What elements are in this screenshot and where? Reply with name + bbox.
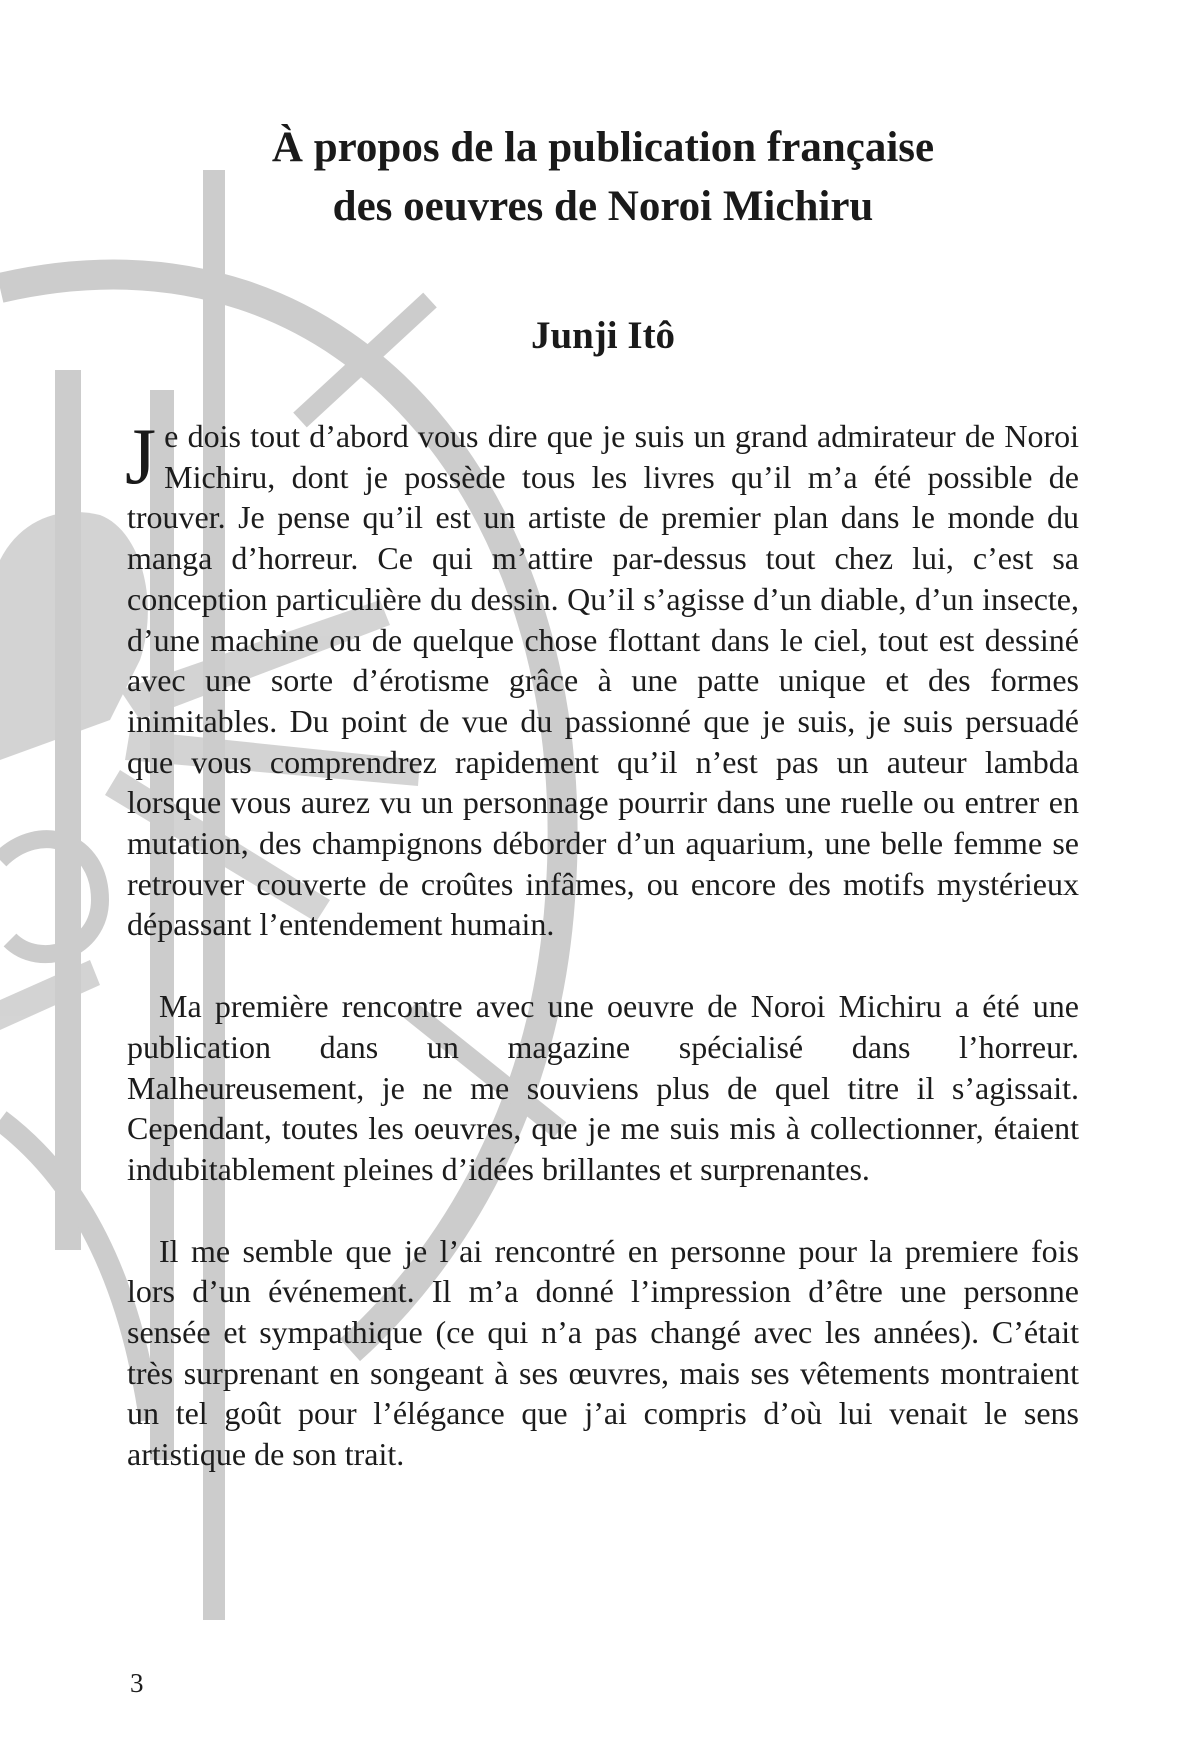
title-line-1: À propos de la publication française <box>271 124 935 171</box>
paragraph-3: Il me semble que je l’ai rencontré en personne pour la premiere fois lors d’un événement. Il m’a donné l’impression d’être une personne sensée et sympathique (ce qui n’a pas changé avec les années). C’était très surprenant en songeant à ses œuvres, mais ses vêtements montraient un tel goût pour l’élégance que j’ai compris d’où lui venait le sens artistique de son trait. <box>127 1232 1079 1473</box>
paragraph-1 <box>125 413 1079 945</box>
article-body <box>125 413 1079 1475</box>
paragraph-1-text: e dois tout d’abord vous dire que je suis un grand admirateur de Noroi Michiru, dont je possède tous les livres qu’il m’a été possible de trouver. Je pense qu’il est un artiste de premier plan dans le monde du manga d’horreur. Ce qui m’attire par-dessus tout chez lui, c’est sa conception particulière du dessin. Qu’il s’agisse d’un diable, d’un insecte, d’une machine ou de quelque chose flottant dans le ciel, tout est dessiné avec une sorte d’érotisme grâce à une patte unique et des formes inimitables. Du point de vue du passionné que je suis, je suis persuadé que vous comprendrez rapidement qu’il n’est pas un auteur lambda lorsque vous aurez vu un personnage pourrir dans une ruelle ou entrer en mutation, des champignons déborder d’un aquarium, une belle femme se retrouver couverte de croûtes infâmes, ou encore des motifs mystérieux dépassant l’entendement humain. <box>127 418 1079 943</box>
watermark-ray-4 <box>0 960 100 1030</box>
drop-cap: J <box>125 413 157 501</box>
watermark-head-shape <box>0 512 148 760</box>
watermark-inner-spiral <box>0 839 100 954</box>
page-number: 3 <box>130 1668 144 1698</box>
author-name: Junji Itô <box>530 314 676 357</box>
page-title <box>127 118 1079 236</box>
paragraph-2: Ma première rencontre avec une oeuvre de Noroi Michiru a été une publication dans un magazine spécialisé dans l’horreur. Malheureusement, je ne me souviens plus de quel titre il s’agissait. Cependant, toutes les oeuvres, que je me suis mis à collectionner, étaient indubitablement pleines d’idées brillantes et surprenantes. <box>127 988 1079 1187</box>
title-line-2: des oeuvres de Noroi Michiru <box>332 183 874 230</box>
page-content <box>127 118 1079 1475</box>
